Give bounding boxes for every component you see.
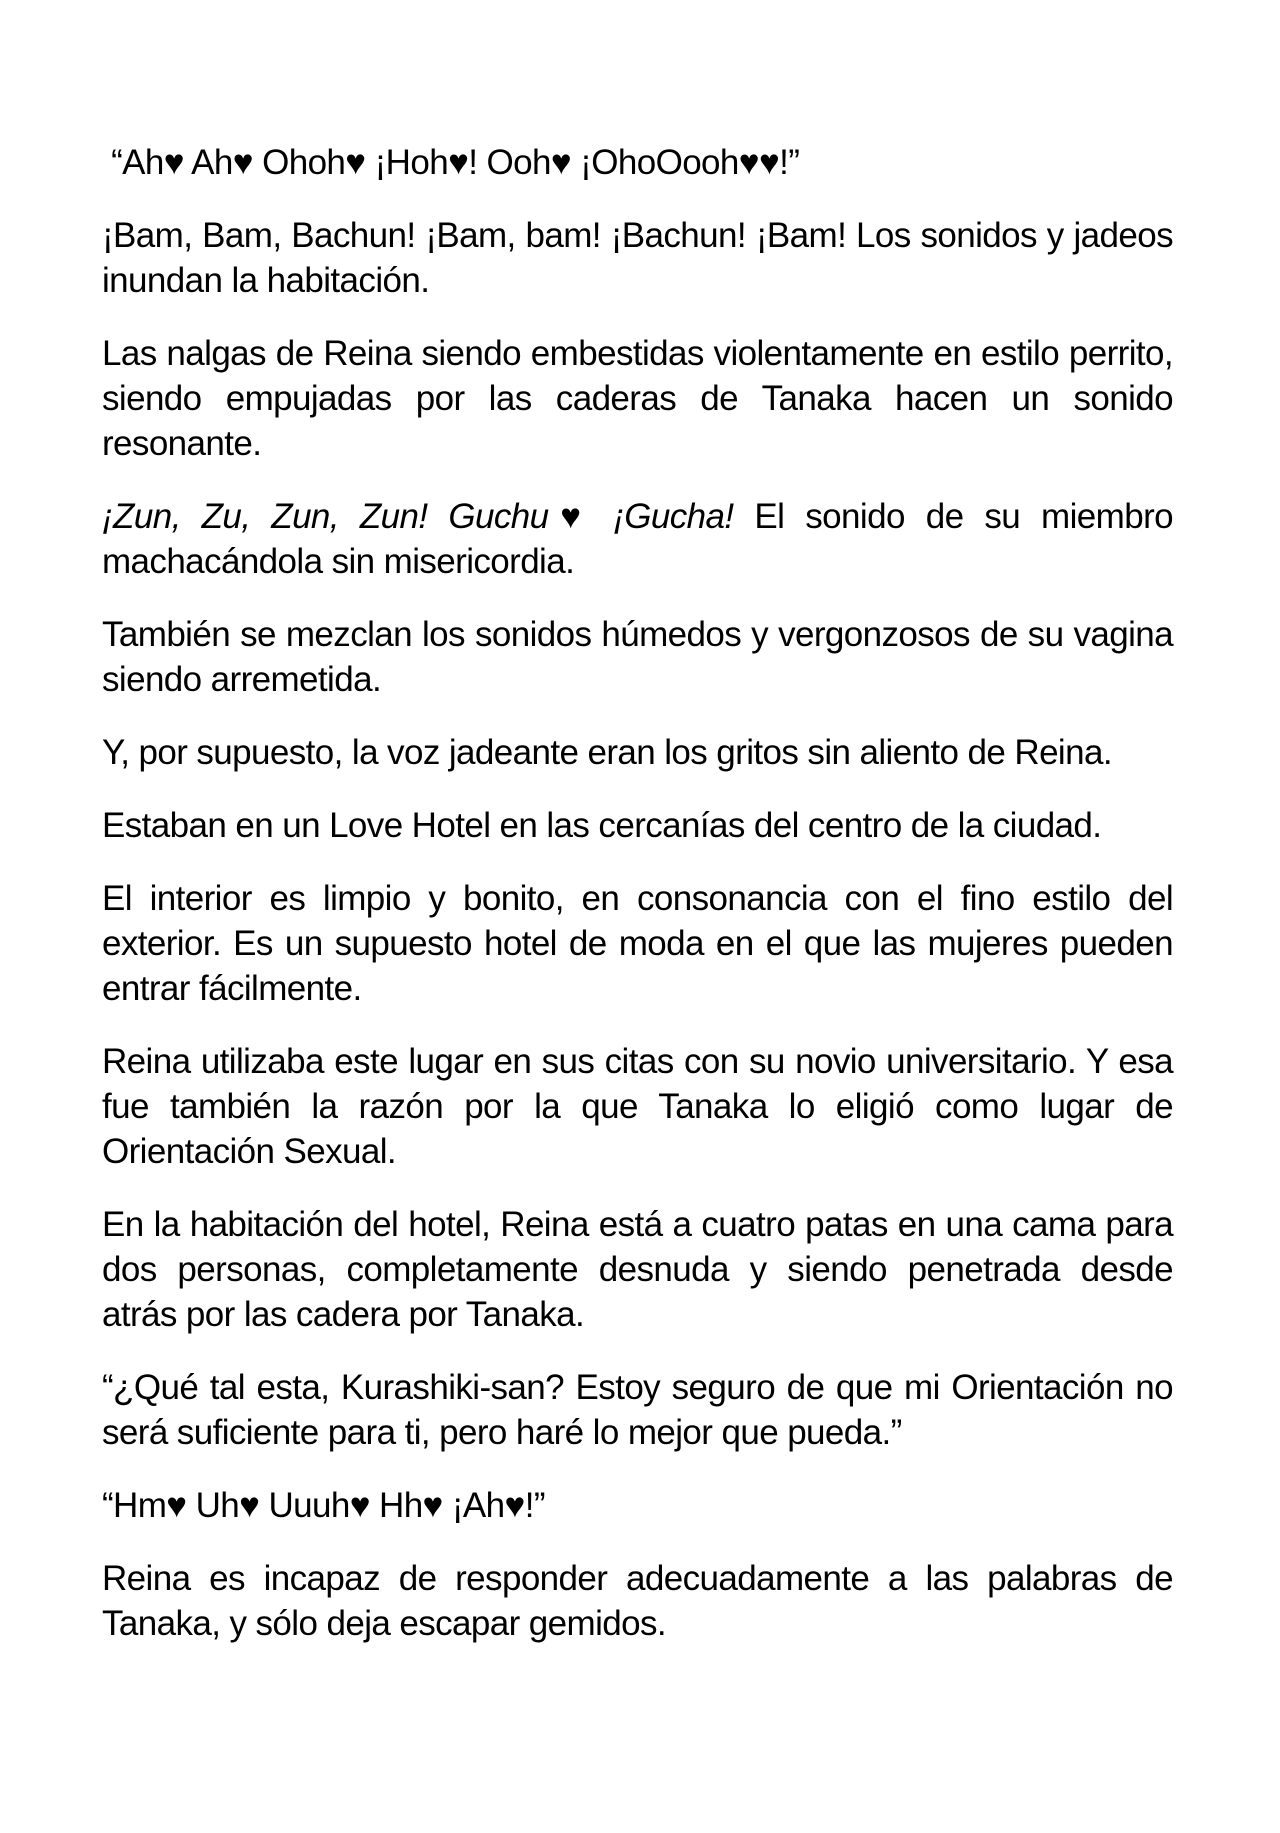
text-run: “Ah♥ Ah♥ Ohoh♥ ¡Hoh♥! Ooh♥ ¡OhoOooh♥♥!”	[102, 143, 800, 182]
paragraph	[102, 494, 1173, 584]
paragraph	[102, 1483, 1173, 1528]
paragraph	[102, 876, 1173, 1011]
document-body	[102, 140, 1173, 1646]
text-run: Las nalgas de Reina siendo embestidas violentamente en estilo perrito, siendo empujadas por las caderas de Tanaka hacen un sonido resonante.	[102, 334, 1173, 463]
text-run: Reina es incapaz de responder adecuadamente a las palabras de Tanaka, y sólo deja escapar gemidos.	[102, 1559, 1173, 1643]
italic-text-run: ¡Gucha!	[592, 497, 734, 536]
text-run: En la habitación del hotel, Reina está a cuatro patas en una cama para dos personas, completamente desnuda y siendo penetrada desde atrás por las cadera por Tanaka.	[102, 1205, 1173, 1334]
paragraph	[102, 1556, 1173, 1646]
paragraph	[102, 1202, 1173, 1337]
paragraph	[102, 140, 1173, 185]
text-run: También se mezclan los sonidos húmedos y vergonzosos de su vagina siendo arremetida.	[102, 615, 1173, 699]
paragraph	[102, 331, 1173, 466]
text-run: El sonido de su miembro machacándola sin misericordia.	[102, 497, 1173, 581]
paragraph	[102, 612, 1173, 702]
text-run: Reina utilizaba este lugar en sus citas con su novio universitario. Y esa fue también la razón por la que Tanaka lo eligió como lugar de Orientación Sexual.	[102, 1042, 1173, 1171]
paragraph	[102, 1365, 1173, 1455]
text-run: ♥	[548, 497, 593, 536]
text-run: Estaban en un Love Hotel en las cercanías del centro de la ciudad.	[102, 806, 1102, 845]
paragraph	[102, 1039, 1173, 1174]
paragraph	[102, 213, 1173, 303]
paragraph	[102, 803, 1173, 848]
paragraph	[102, 730, 1173, 775]
text-run: Y, por supuesto, la voz jadeante eran los gritos sin aliento de Reina.	[102, 733, 1112, 772]
italic-text-run: ¡Zun, Zu, Zun, Zun! Guchu	[102, 497, 549, 536]
text-run: “Hm♥ Uh♥ Uuuh♥ Hh♥ ¡Ah♥!”	[102, 1486, 545, 1525]
text-run: ¡Bam, Bam, Bachun! ¡Bam, bam! ¡Bachun! ¡Bam! Los sonidos y jadeos inundan la habitación.	[102, 216, 1173, 300]
text-run: “¿Qué tal esta, Kurashiki-san? Estoy seguro de que mi Orientación no será suficiente para ti, pero haré lo mejor que pueda.”	[102, 1368, 1173, 1452]
text-run: El interior es limpio y bonito, en consonancia con el fino estilo del exterior. Es un supuesto hotel de moda en el que las mujeres pueden entrar fácilmente.	[102, 879, 1173, 1008]
